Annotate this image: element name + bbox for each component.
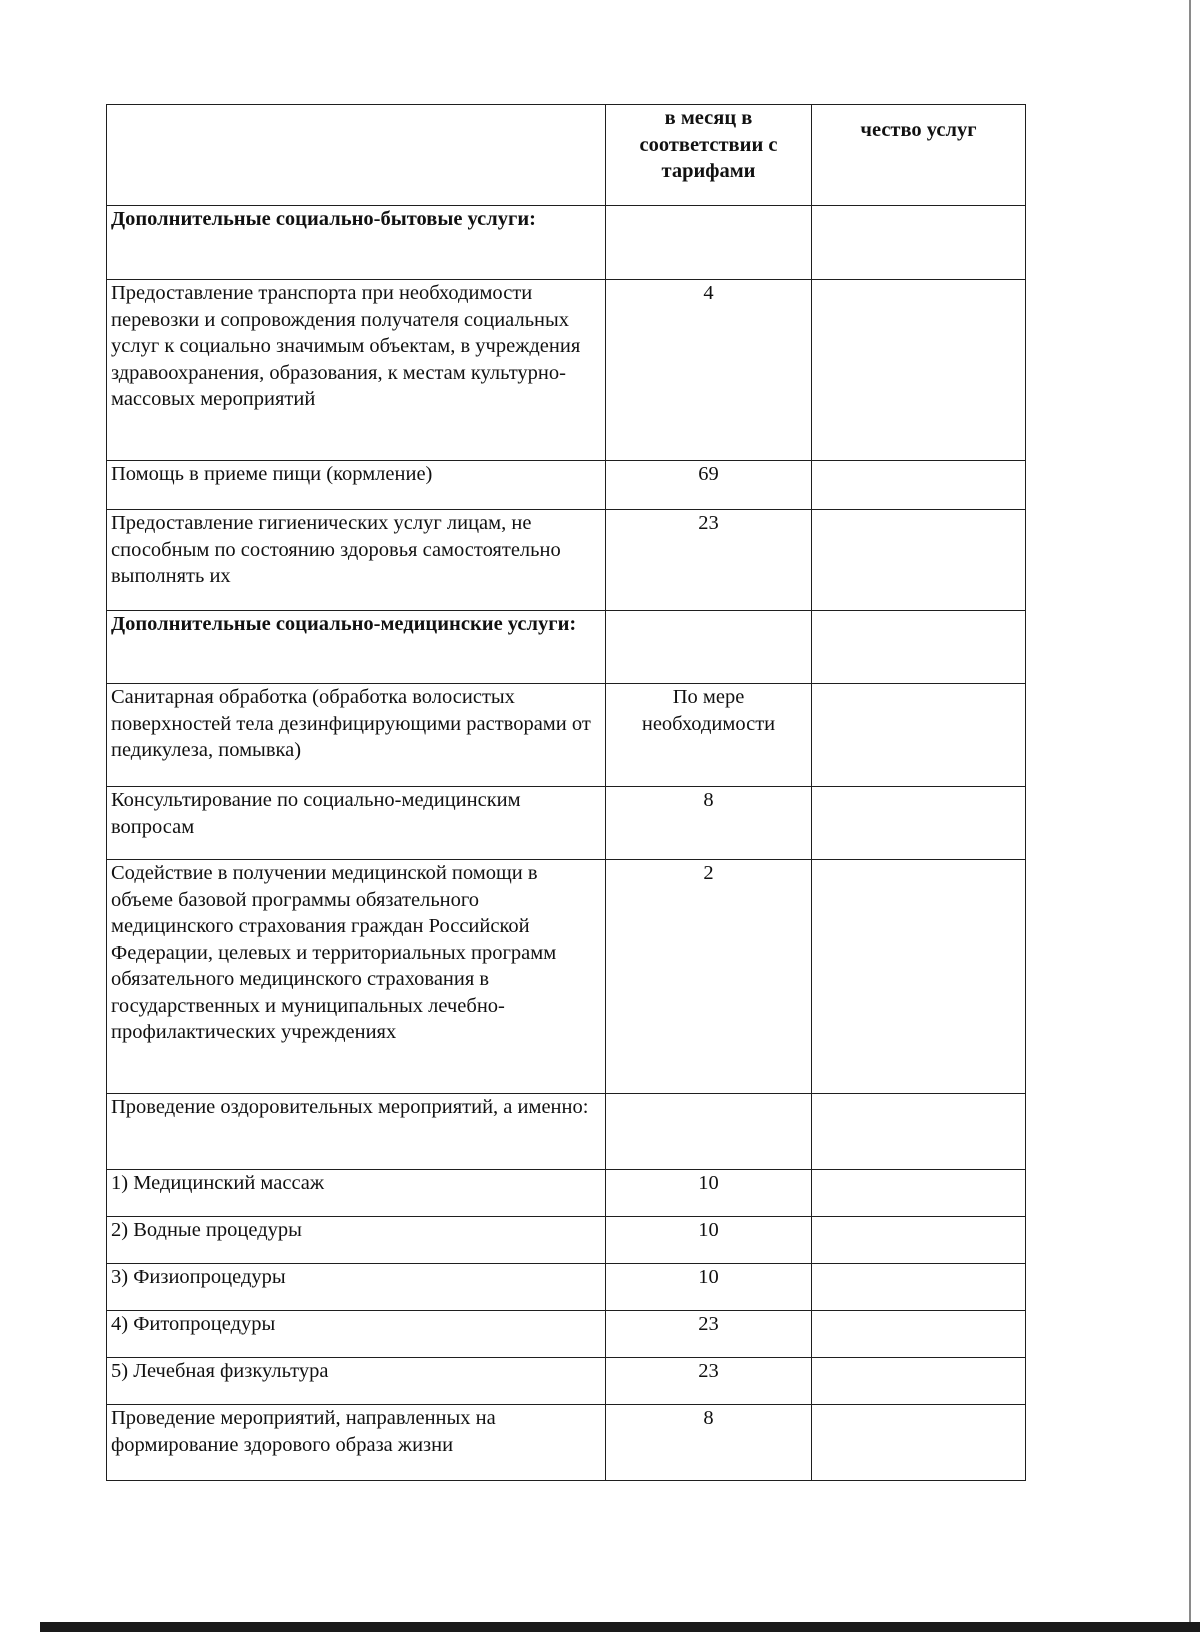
count-cell <box>812 1094 1026 1170</box>
service-name-cell: Проведение оздоровительных мероприятий, а именно: <box>107 1094 606 1170</box>
service-name-cell: 4) Фитопроцедуры <box>107 1311 606 1358</box>
frequency-cell: 10 <box>606 1264 812 1311</box>
count-cell <box>812 787 1026 860</box>
table-row <box>107 1405 1026 1481</box>
services-table <box>106 104 1026 1481</box>
count-cell <box>812 684 1026 787</box>
frequency-cell <box>606 611 812 684</box>
frequency-cell: 69 <box>606 461 812 510</box>
header-frequency-cell: в месяц в соответствии с тарифами <box>606 105 812 206</box>
scan-edge-right <box>1189 0 1191 1632</box>
service-name-cell: 3) Физиопроцедуры <box>107 1264 606 1311</box>
table-row <box>107 611 1026 684</box>
table-row <box>107 1311 1026 1358</box>
service-name-cell: 5) Лечебная физкультура <box>107 1358 606 1405</box>
scan-edge-bottom <box>40 1622 1200 1632</box>
table-row <box>107 280 1026 461</box>
table-row <box>107 684 1026 787</box>
count-cell <box>812 1217 1026 1264</box>
table-row <box>107 1358 1026 1405</box>
table-row <box>107 206 1026 280</box>
count-cell <box>812 510 1026 611</box>
count-cell <box>812 1264 1026 1311</box>
table-row <box>107 787 1026 860</box>
service-name-cell: Санитарная обработка (обработка волосистых поверхностей тела дезинфицирующими растворами от педикулеза, помывка) <box>107 684 606 787</box>
count-cell <box>812 1170 1026 1217</box>
service-name-cell: 2) Водные процедуры <box>107 1217 606 1264</box>
section-title-cell: Дополнительные социально-бытовые услуги: <box>107 206 606 280</box>
count-cell <box>812 860 1026 1094</box>
count-cell <box>812 611 1026 684</box>
table-header-row <box>107 105 1026 206</box>
service-name-cell: Предоставление гигиенических услуг лицам, не способным по состоянию здоровья самостоятельно выполнять их <box>107 510 606 611</box>
frequency-cell: 2 <box>606 860 812 1094</box>
header-service-name-cell <box>107 105 606 206</box>
frequency-cell <box>606 206 812 280</box>
table-row <box>107 510 1026 611</box>
frequency-cell: 10 <box>606 1217 812 1264</box>
frequency-cell: 10 <box>606 1170 812 1217</box>
table-row <box>107 1170 1026 1217</box>
count-cell <box>812 1311 1026 1358</box>
count-cell <box>812 461 1026 510</box>
count-cell <box>812 1358 1026 1405</box>
frequency-cell: 8 <box>606 787 812 860</box>
frequency-cell <box>606 1094 812 1170</box>
service-name-cell: Содействие в получении медицинской помощи в объеме базовой программы обязательного медицинского страхования граждан Российской Федерации, целевых и территориальных программ обязательного медицинского страхования в государственных и муниципальных лечебно-профилактических учреждениях <box>107 860 606 1094</box>
frequency-cell: 23 <box>606 1311 812 1358</box>
table-row <box>107 860 1026 1094</box>
table-row <box>107 1264 1026 1311</box>
table-row <box>107 461 1026 510</box>
frequency-cell: 4 <box>606 280 812 461</box>
frequency-cell: 23 <box>606 510 812 611</box>
section-title-cell: Дополнительные социально-медицинские услуги: <box>107 611 606 684</box>
table-row <box>107 1094 1026 1170</box>
frequency-cell: По мере необходимости <box>606 684 812 787</box>
service-name-cell: Проведение мероприятий, направленных на формирование здорового образа жизни <box>107 1405 606 1481</box>
frequency-cell: 23 <box>606 1358 812 1405</box>
header-count-cell: чество услуг <box>812 105 1026 206</box>
count-cell <box>812 206 1026 280</box>
count-cell <box>812 280 1026 461</box>
service-name-cell: 1) Медицинский массаж <box>107 1170 606 1217</box>
frequency-cell: 8 <box>606 1405 812 1481</box>
service-name-cell: Консультирование по социально-медицинским вопросам <box>107 787 606 860</box>
service-name-cell: Помощь в приеме пищи (кормление) <box>107 461 606 510</box>
count-cell <box>812 1405 1026 1481</box>
service-name-cell: Предоставление транспорта при необходимости перевозки и сопровождения получателя социальных услуг к социально значимым объектам, в учреждения здравоохранения, образования, к местам культурно-массовых мероприятий <box>107 280 606 461</box>
table-row <box>107 1217 1026 1264</box>
